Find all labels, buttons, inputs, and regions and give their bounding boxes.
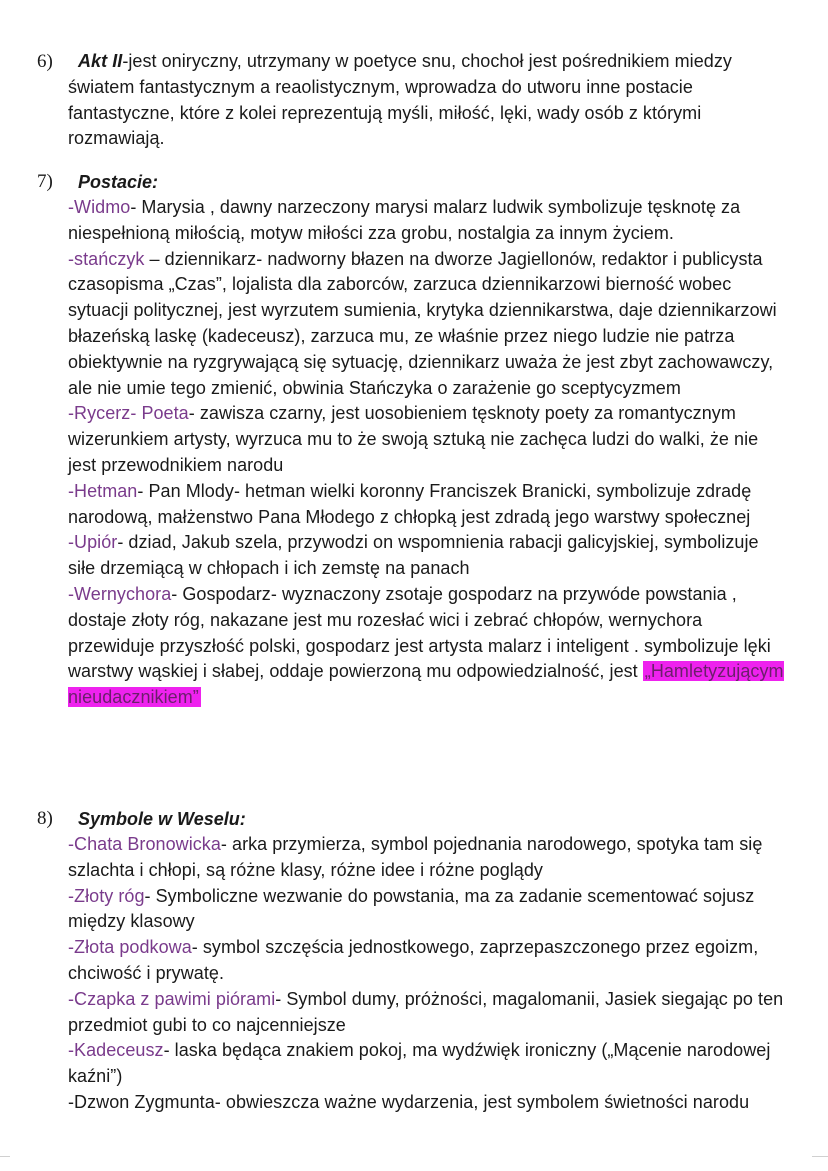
symbol-entry bbox=[68, 1038, 788, 1090]
section-6-text: -jest oniryczny, utrzymany w poetyce snu, chochoł jest pośrednikiem miedzy światem fantastycznym a reaolistycznym, wprowadza do utworu inne postacie fantastyczne, które z kolei reprezentują myśli, miłość, lęki, wady osób z którymi rozmawiają. bbox=[68, 51, 732, 149]
section-6-number: 6) bbox=[37, 51, 53, 72]
symbol-term: -Kadeceusz bbox=[68, 1040, 164, 1061]
character-term: -Upiór bbox=[68, 532, 118, 553]
section-6-heading: Akt II bbox=[78, 51, 123, 71]
highlighted-phrase: „Hamletyzującym nieudacznikiem” bbox=[68, 661, 784, 708]
section-8-number: 8) bbox=[37, 808, 53, 829]
symbol-description: - Symboliczne wezwanie do powstania, ma za zadanie scementować sojusz między klasowy bbox=[68, 885, 755, 932]
symbol-term: -Złoty róg bbox=[68, 885, 145, 906]
section-6-paragraph bbox=[68, 49, 788, 152]
character-entry bbox=[68, 479, 788, 531]
symbol-term: -Złota podkowa bbox=[68, 937, 192, 958]
symbol-term: -Czapka z pawimi piórami bbox=[68, 988, 276, 1009]
symbol-entry bbox=[68, 884, 788, 936]
character-description: - dziad, Jakub szela, przywodzi on wspomnienia rabacji galicyjskiej, symbolizuje siłe drzemiącą w chłopach i ich zemstę na panach bbox=[68, 532, 759, 579]
symbol-entry bbox=[68, 935, 788, 987]
character-description: - Gospodarz- wyznaczony zsotaje gospodarz na przywóde powstania , dostaje złoty róg, nakazane jest mu rozesłać wici i zebrać chłopów, wernychora przewiduje przyszłość polski, gospodarz jest artysta malarz i inteligent . symbolizuje lęki warstwy wąskiej i słabej, oddaje powierzoną mu odpowiedzialność, jest bbox=[68, 583, 771, 682]
character-entry bbox=[68, 582, 788, 711]
symbol-description: - laska będąca znakiem pokoj, ma wydźwięk ironiczny („Mącenie narodowej kaźni”) bbox=[68, 1040, 771, 1087]
section-7-body bbox=[68, 195, 788, 711]
character-term: -Widmo bbox=[68, 197, 131, 217]
symbol-description: - symbol szczęścia jednostkowego, zaprzepaszczonego przez egoizm, chciwość i prywatę. bbox=[68, 937, 759, 983]
symbol-entry bbox=[68, 832, 788, 884]
character-description: – dziennikarz- nadworny błazen na dworze Jagiellonów, redaktor i publicysta czasopisma „Czas”, lojalista dla zaborców, zarzuca dziennikarzowi bierność wobec sytuacji politycznej, jest wyrzutem sumienia, krytyka dziennikarstwa, daje dziennikarzowi błazeńską laskę (kadeceusz), zarzuca mu, ze właśnie przez niego ludzie nie patrza obiektywnie na ryzgrywającą się sytuację, dziennikarz uważa że jest zbyt zachowawczy, ale nie umie tego zmienić, obwinia Stańczyka o zarażenie go sceptycyzmem bbox=[68, 248, 777, 398]
character-term: -Wernychora bbox=[68, 583, 172, 604]
section-8-heading: Symbole w Weselu: bbox=[78, 809, 246, 829]
section-7-number: 7) bbox=[37, 171, 53, 192]
character-term: -stańczyk bbox=[68, 248, 145, 269]
symbol-description: - arka przymierza, symbol pojednania narodowego, spotyka tam się szlachta i chłopi, są różne klasy, różne idee i różne poglądy bbox=[68, 834, 763, 880]
page-edge-left bbox=[0, 1156, 10, 1157]
character-description: - zawisza czarny, jest uosobieniem tęsknoty poety za romantycznym wizerunkiem artysty, wyrzuca mu to że swoją sztuką nie zachęca ludzi do walki, że nie jest przewodnikiem narodu bbox=[68, 403, 759, 475]
character-entry bbox=[68, 401, 788, 478]
character-description: - Pan Mlody- hetman wielki koronny Franciszek Branicki, symbolizuje zdradę narodową, małżenstwo Pana Młodego z chłopką jest zdradą jego warstwy społecznej bbox=[68, 480, 752, 527]
character-term: -Hetman bbox=[68, 480, 138, 501]
page-edge-right bbox=[812, 1156, 828, 1157]
character-entry bbox=[68, 530, 788, 582]
symbol-term: -Chata Bronowicka bbox=[68, 834, 221, 854]
character-entry bbox=[68, 195, 788, 247]
character-entry bbox=[68, 247, 788, 402]
section-7-heading: Postacie: bbox=[78, 172, 159, 192]
symbol-entry bbox=[68, 987, 788, 1039]
symbol-description: -Dzwon Zygmunta- obwieszcza ważne wydarzenia, jest symbolem świetności narodu bbox=[68, 1091, 750, 1112]
character-description: - Marysia , dawny narzeczony marysi malarz ludwik symbolizuje tęsknotę za niespełnioną miłością, motyw miłości zza grobu, nostalgia za innym życiem. bbox=[68, 197, 741, 243]
symbol-entry bbox=[68, 1090, 788, 1116]
section-8-body bbox=[68, 832, 788, 1116]
character-term: -Rycerz- Poeta bbox=[68, 403, 189, 424]
symbol-description: - Symbol dumy, próżności, magalomanii, Jasiek siegając po ten przedmiot gubi to co najcenniejsze bbox=[68, 988, 784, 1035]
